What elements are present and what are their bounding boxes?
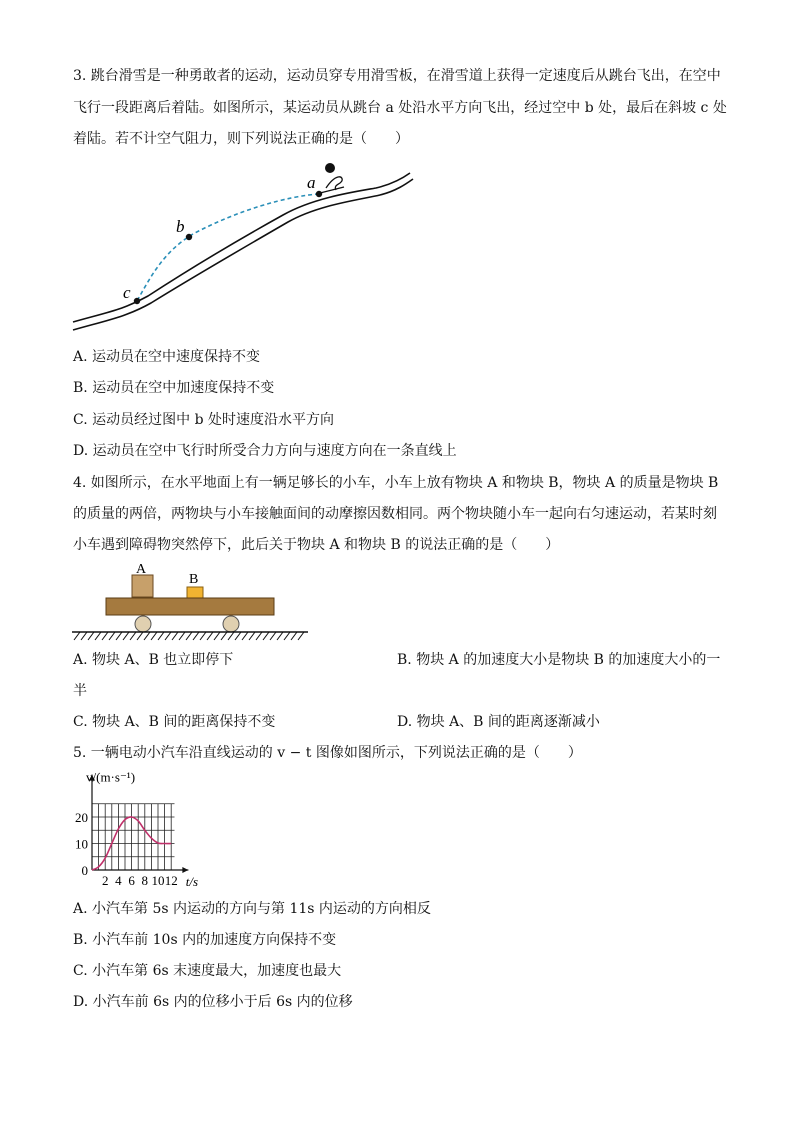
q4-option-c: C. 物块 A、B 间的距离保持不变 [73,714,276,730]
q4-option-d: D. 物块 A、B 间的距离逐渐减小 [397,714,600,730]
x-tick-label: 12 [164,873,178,888]
q4-option-a: A. 物块 A、B 也立即停下 [73,652,234,668]
q3-option-c: C. 运动员经过图中 b 处时速度沿水平方向 [73,412,334,428]
q3-line-1: 3. 跳台滑雪是一种勇敢者的运动，运动员穿专用滑雪板，在滑雪道上获得一定速度后从跳台飞出，在空中 [73,68,721,84]
ground-hatch [74,632,304,640]
y-tick-label: 20 [75,810,88,825]
point-c [134,298,140,304]
q3-line-3: 着陆。若不计空气阻力，则下列说法正确的是（ ） [73,131,409,147]
block-b [187,587,203,598]
x-tick-label: 10 [151,873,165,888]
q5-option-b: B. 小汽车前 10s 内的加速度方向保持不变 [73,932,337,948]
ski-jump-figure [68,160,418,340]
q4-option-b-continued: 半 [73,683,87,699]
x-tick-label: 4 [115,873,122,888]
cart-wheel-right [223,616,239,632]
label-a: a [307,173,316,192]
q3-option-b: B. 运动员在空中加速度保持不变 [73,380,275,396]
point-b [186,234,192,240]
skier-icon [320,163,344,193]
vt-chart [70,768,300,890]
q4-line-3: 小车遇到障碍物突然停下，此后关于物块 A 和物块 B 的说法正确的是（ ） [73,537,560,553]
q5-option-c: C. 小汽车第 6s 末速度最大，加速度也最大 [73,963,342,979]
q5-option-d: D. 小汽车前 6s 内的位移小于后 6s 内的位移 [73,994,353,1010]
q4-option-b: B. 物块 A 的加速度大小是物块 B 的加速度大小的一 [397,652,721,668]
q5-stem: 5. 一辆电动小汽车沿直线运动的 v − t 图像如图所示，下列说法正确的是（ ） [73,745,582,761]
y-tick-label: 0 [81,863,88,878]
cart-figure [70,560,315,645]
y-tick-label: 10 [75,836,88,852]
q3-option-d: D. 运动员在空中飞行时所受合力方向与速度方向在一条直线上 [73,443,457,459]
label-c: c [123,283,131,302]
x-tick-label: 8 [141,873,149,888]
cart-wheel-left [135,616,151,632]
y-axis-label: v/(m·s⁻¹) [86,769,136,785]
q4-line-2: 的质量的两倍，两物块与小车接触面间的动摩擦因数相同。两个物块随小车一起向右匀速运动，若某时刻 [73,506,717,522]
q3-option-a: A. 运动员在空中速度保持不变 [73,349,261,365]
label-b: b [176,217,185,236]
q3-line-2: 飞行一段距离后着陆。如图所示，某运动员从跳台 a 处沿水平方向飞出，经过空中 b 处，最后在斜坡 c 处 [73,100,727,116]
block-a-label: A [136,562,147,577]
cart-board [106,598,274,615]
x-axis-arrow [182,867,188,873]
q5-option-a: A. 小汽车第 5s 内运动的方向与第 11s 内运动的方向相反 [73,901,431,917]
x-tick-label: 2 [101,873,109,888]
x-tick-label: 6 [128,873,135,888]
q4-line-1: 4. 如图所示，在水平地面上有一辆足够长的小车，小车上放有物块 A 和物块 B，物块 A 的质量是物块 B [73,475,719,491]
block-b-label: B [189,572,199,587]
x-axis-label: t/s [185,874,199,889]
point-a [316,191,322,197]
block-a [132,575,153,597]
